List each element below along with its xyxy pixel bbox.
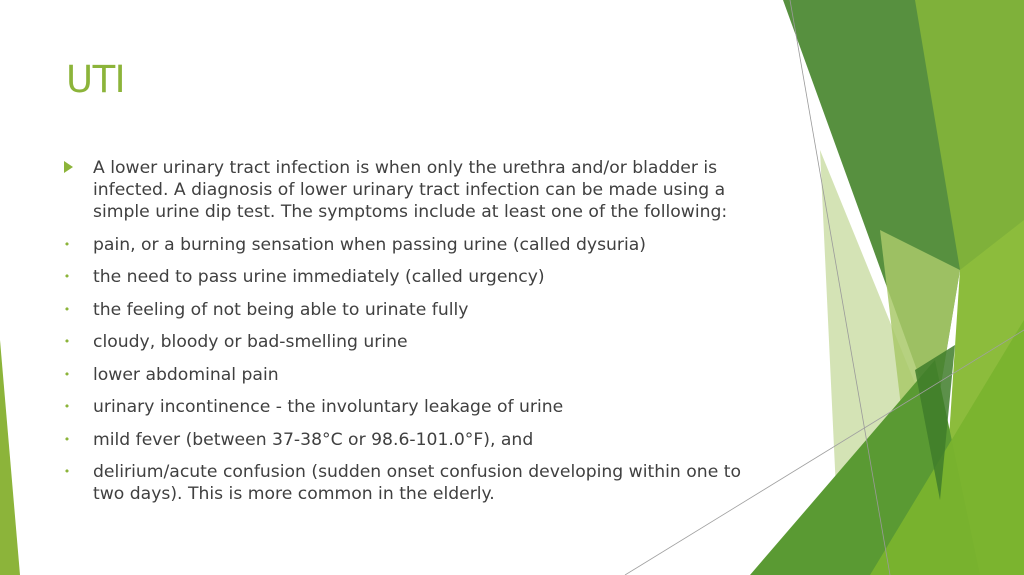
list-item-text: cloudy, bloody or bad-smelling urine <box>93 332 408 352</box>
dot-bullet-icon: • <box>63 302 71 316</box>
dot-bullet-icon: • <box>63 270 71 283</box>
list-item-text: pain, or a burning sensation when passing urine (called dysuria) <box>93 234 647 255</box>
list-item <box>62 461 762 505</box>
list-item <box>62 364 762 386</box>
dot-bullet-icon: • <box>63 237 71 251</box>
list-item <box>62 234 762 256</box>
dot-bullet-icon: • <box>63 465 71 478</box>
list-item <box>62 331 762 353</box>
list-item-text: the need to pass urine immediately (called urgency) <box>93 267 545 287</box>
bullet-list <box>62 157 762 516</box>
dot-bullet-icon: • <box>63 432 71 446</box>
list-item-text: urinary incontinence - the involuntary leakage of urine <box>93 397 564 417</box>
dot-bullet-icon: • <box>63 335 71 348</box>
list-item <box>62 157 762 223</box>
slide-title: UTI <box>66 58 126 101</box>
list-item <box>62 396 762 418</box>
list-item-text: A lower urinary tract infection is when only the urethra and/or bladder is infected. A diagnosis of lower urinary tract infection can be made using a simple urine dip test. The symptoms include at least one of the following: <box>93 158 728 222</box>
dot-bullet-icon: • <box>63 400 71 413</box>
triangle-bullet-icon <box>64 161 73 173</box>
list-item-text: delirium/acute confusion (sudden onset confusion developing within one to two days). This is more common in the elderly. <box>93 462 741 504</box>
dot-bullet-icon: • <box>63 367 71 381</box>
list-item <box>62 266 762 288</box>
list-item-text: lower abdominal pain <box>93 364 279 385</box>
list-item-text: the feeling of not being able to urinate fully <box>93 299 469 320</box>
list-item <box>62 299 762 321</box>
list-item-text: mild fever (between 37-38°C or 98.6-101.0°F), and <box>93 429 534 450</box>
list-item <box>62 429 762 451</box>
